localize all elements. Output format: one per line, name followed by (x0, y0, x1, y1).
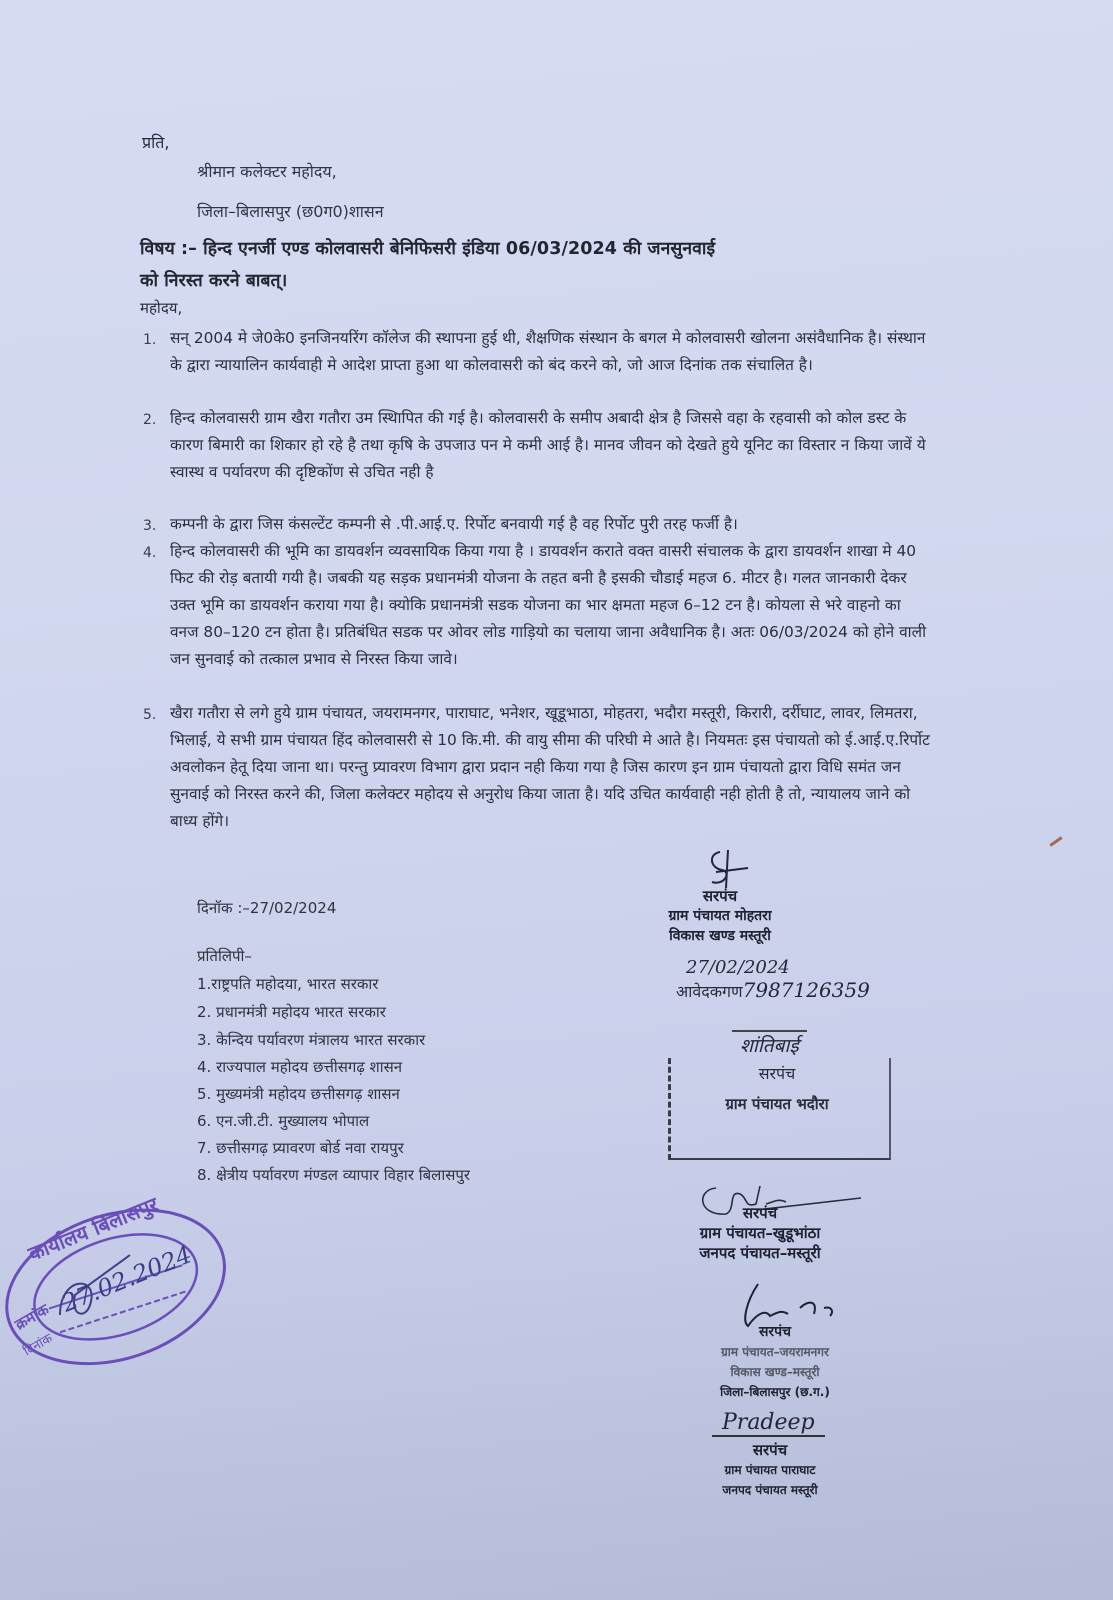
applicant-label (676, 978, 870, 1002)
copy-item: 7. छत्तीसगढ़ प्र्यावरण बोर्ड नवा रायपुर (197, 1139, 404, 1157)
point-5-text: खैरा गतौरा से लगे हुये ग्राम पंचायत, जयरामनगर, पाराघाट, भनेशर, खूडूभाठा, मोहतरा, भदौरा मस्तूरी, किरारी, दर्रीघाट, लावर, लिमतरा, भिलाई, ये सभी ग्राम पंचायत हिंद कोलवासरी से 10 कि.मी. की वायु सीमा की परिघी मे आते है। नियमतः इस पंचायतो को ई.आई.ए.रिर्पोट अवलोकन हेतू दिया जाना था। परन्तु प्र्यावरण विभाग द्वारा प्रदान नही किया गया है जिस कारण इन ग्राम पंचायतो द्वारा विधि समंत जन सुनवाई को निरस्त करने की, जिला कलेक्टर महोदय से अनुरोध किया जाता है। यदि उचित कार्यवाही नही होती है तो, न्यायालय जाने को बाध्य होंगे। (170, 704, 930, 830)
copy-item: 8. क्षेत्रीय पर्यावरण मंण्डल व्यापार विहार बिलासपुर (197, 1166, 471, 1184)
signatory-role: सरपंच (758, 1324, 792, 1340)
signatory-role: सरपंच (758, 1064, 796, 1083)
signature-block-khudubhantha (670, 1203, 850, 1263)
point-number: 5. (143, 707, 157, 723)
point-1-text: सन् 2004 मे जे0के0 इनजिनयरिंग कॉलेज की स्थापना हुई थी, शैक्षणिक संस्थान के बगल मे कोलवासरी खोलना असंवैधानिक है। संस्थान के द्वारा न्यायालिन कार्यवाही मे आदेश प्राप्ता हुआ था कोलवासरी को बंद करने को, जो आज दिनांक तक संचालित है। (170, 329, 926, 374)
point-number: 2. (143, 412, 157, 428)
office-received-stamp (0, 1192, 240, 1375)
stamp-date-label: दिनांक (21, 1331, 56, 1360)
signatory-panchayat: ग्राम पंचायत–खुडूभांठा (699, 1224, 821, 1242)
copy-item: 6. एन.जी.टी. मुख्यालय भोपाल (197, 1112, 370, 1130)
handwritten-date: 27/02/2024 (686, 957, 790, 978)
stamp-handwritten-date: 27.02.2024 (57, 1240, 196, 1318)
signatory-role: सरपंच (752, 1441, 788, 1459)
point-number: 3. (143, 518, 157, 534)
signatory-panchayat: ग्राम पंचायत पाराघाट (724, 1463, 816, 1477)
copy-item: 1.राष्ट्रपति महोदया, भारत सरकार (197, 975, 379, 993)
copy-item: 5. मुख्यमंत्री महोदय छत्तीसगढ़ शासन (197, 1085, 400, 1103)
signatory-janpad: जनपद पंचायत–मस्तूरी (699, 1244, 821, 1262)
signatory-role: सरपंच (742, 1204, 778, 1222)
signatory-district: जिला–बिलासपुर (छ.ग.) (720, 1385, 830, 1399)
applicant-phone: 7987126359 (742, 978, 870, 1002)
signatory-role: सरपंच (702, 887, 738, 905)
greeting: महोदय, (140, 299, 183, 317)
signatory-panchayat: ग्राम पंचायत मोहतरा (668, 908, 772, 924)
signatory-panchayat: ग्राम पंचायत भदौरा (725, 1095, 829, 1113)
signatory-block: विकास खण्ड मस्तूरी (669, 928, 771, 944)
copy-item: 3. केन्दिय पर्यावरण मंत्रालय भारत सरकार (197, 1031, 426, 1049)
addressee-line-1: श्रीमान कलेक्टर महोदय, (197, 162, 337, 181)
point-number: 1. (143, 332, 157, 348)
handwritten-signature: शांतिबाई (732, 1030, 807, 1058)
point-3-text: कम्पनी के द्वारा जिस कंसल्टेंट कम्पनी से .पी.आई.ए. रिर्पोट बनवायी गई है वह रिर्पोट पुरी तरह फर्जी है। (170, 515, 738, 533)
copy-item: 4. राज्यपाल महोदय छत्तीसगढ़ शासन (197, 1058, 403, 1076)
point-number: 4. (143, 545, 157, 561)
subject-line-2: को निरस्त करने बाबत्। (140, 271, 288, 291)
applicant-label-text: आवेदकगण (676, 982, 743, 1001)
salutation-to: प्रति, (142, 133, 170, 152)
addressee-line-2: जिला–बिलासपुर (छ0ग0)शासन (197, 202, 384, 221)
point-4-text: हिन्द कोलवासरी की भूमि का डायवर्शन व्यवसायिक किया गया है । डायवर्शन कराते वक्त वासरी संचालक के द्वारा डायवर्शन शाखा मे 40 फिट की रोड़ बतायी गयी है। जबकी यह सड़क प्रधानमंत्री योजना के तहत बनी है इसकी चौडाई महज 6. मीटर है। गलत जानकारी देकर उक्त भूमि का डायवर्शन कराया गया है। क्योकि प्रधानमंत्री सडक योजना का भार क्षमता महज 6–12 टन है। कोयला से भरे वाहनो का वनज 80–120 टन होता है। प्रतिबंधित सडक पर ओवर लोड गाड़ियो का चलाया जाना अवैधानिक है। अतः 06/03/2024 को होने वाली जन सुनवाई को तत्काल प्रभाव से निरस्त किया जावे। (170, 542, 927, 668)
letter-date: दिनॉक :–27/02/2024 (197, 899, 337, 917)
point-2-text: हिन्द कोलवासरी ग्राम खैरा गतौरा उम स्थिापित की गई है। कोलवासरी के समीप अबादी क्षेत्र है जिससे वहा के रहवासी को कोल डस्ट के कारण बिमारी का शिकार हो रहे है तथा कृषि के उपजाउ पन मे कमी आई है। मानव जीवन को देखते हुये यूनिट का विस्तार न किया जावें ये स्वास्थ व पर्यावरण की दृष्टिकोंण से उचित नही है (170, 409, 926, 481)
paper-mark (1049, 836, 1062, 846)
subject-line-1: विषय :– हिन्द एनर्जी एण्ड कोलवासरी बेनिफिसरी इंडिया 06/03/2024 की जनसुनवाई (140, 239, 716, 259)
handwritten-signature: Pradeep (712, 1410, 825, 1437)
signature-block-paraghat (690, 1440, 850, 1500)
signature-block-jayramnagar (690, 1322, 860, 1402)
copy-item: 2. प्रधानमंत्री महोदय भारत सरकार (197, 1003, 386, 1021)
signatory-janpad: जनपद पंचायत मस्तूरी (722, 1483, 818, 1497)
copy-heading: प्रतिलिपी– (197, 947, 252, 965)
signatory-block: विकास खण्ड–मस्तूरी (730, 1365, 820, 1379)
stamp-office-text: कार्यालय बिलासपुर (24, 1192, 162, 1266)
signatory-panchayat: ग्राम पंचायत–जयरामनगर (721, 1345, 829, 1359)
signature-block-mohtara (660, 886, 780, 946)
stamp-serial-label: क्रमांक (11, 1300, 53, 1334)
